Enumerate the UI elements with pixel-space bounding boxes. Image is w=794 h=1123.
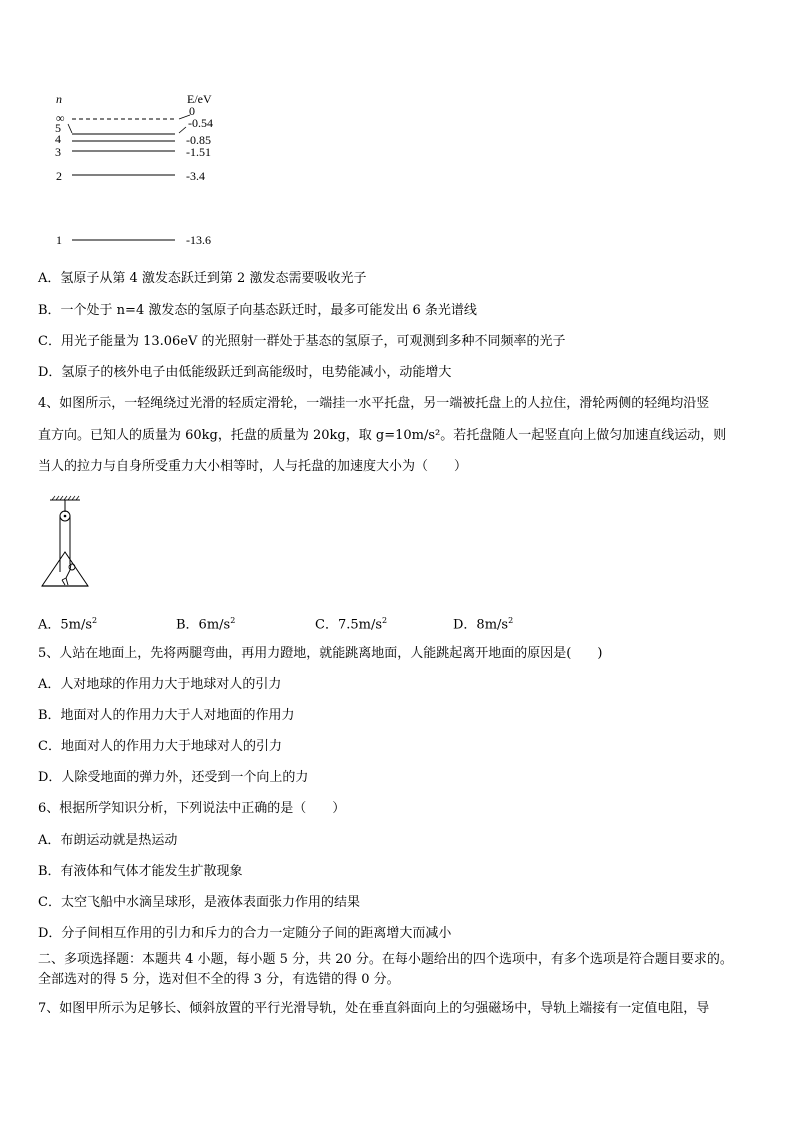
level-e-inf: 0 (189, 104, 195, 118)
section2-line-2: 全部选对的得 5 分，选对但不全的得 3 分，有选错的得 0 分。 (38, 972, 400, 987)
level-n-5: 5 (55, 121, 61, 135)
level-e-1: -13.6 (186, 233, 211, 247)
q4-option-a: A．$5m/s^2$ (38, 616, 98, 633)
level-n-1: 1 (56, 233, 62, 247)
q4-stem-line-1: 4、如图所示，一轻绳绕过光滑的轻质定滑轮，一端挂一水平托盘，另一端被托盘上的人拉住，滑轮两侧的轻绳均沿竖 (38, 396, 710, 411)
q6-option-b: B．有液体和气体才能发生扩散现象 (38, 864, 243, 879)
level-n-3: 3 (55, 145, 61, 159)
energy-level-lines (50, 88, 250, 253)
q6-option-c: C．太空飞船中水滴呈球形，是液体表面张力作用的结果 (38, 895, 360, 910)
label-pointer (179, 127, 186, 133)
q4-option-b: B．$6m/s^2$ (176, 616, 236, 633)
energy-level-diagram (50, 88, 250, 253)
q3-option-b: B．一个处于 n=4 激发态的氢原子向基态跃迁时，最多可能发出 6 条光谱线 (38, 303, 477, 318)
q6-stem: 6、根据所学知识分析，下列说法中正确的是（ ） (38, 801, 346, 816)
q5-option-b: B．地面对人的作用力大于人对地面的作用力 (38, 708, 295, 723)
pulley-axle (64, 515, 67, 518)
q7-stem-line-1: 7、如图甲所示为足够长、倾斜放置的平行光滑导轨，处在垂直斜面向上的匀强磁场中，导轨上端接有一定值电阻，导 (38, 1001, 710, 1016)
q5-stem: 5、人站在地面上，先将两腿弯曲，再用力蹬地，就能跳离地面，人能跳起离开地面的原因是( ) (38, 646, 603, 661)
q4-stem-line-2: 直方向。已知人的质量为 60kg，托盘的质量为 20kg，取 g=10m/s²。若托盘随人一起竖直向上做匀加速直线运动，则 (38, 428, 727, 443)
n-axis-label: n (56, 92, 62, 106)
q5-option-a: A．人对地球的作用力大于地球对人的引力 (38, 677, 282, 692)
tray-frame (42, 552, 88, 586)
q5-option-d: D．人除受地面的弹力外，还受到一个向上的力 (38, 770, 309, 785)
energy-axis-label: E/eV (187, 92, 212, 106)
pulley-figure (38, 494, 118, 594)
person-figure (62, 564, 75, 585)
level-n-4: 4 (55, 132, 61, 146)
q3-option-d: D．氢原子的核外电子由低能级跃迁到高能级时，电势能减小，动能增大 (38, 365, 452, 380)
level-e-2: -3.4 (186, 169, 205, 183)
q6-option-d: D．分子间相互作用的引力和斥力的合力一定随分子间的距离增大而减小 (38, 926, 452, 941)
q3-option-c: C．用光子能量为 13.06eV 的光照射一群处于基态的氢原子，可观测到多种不同频率的光子 (38, 334, 566, 349)
q3-option-a: A．氢原子从第 4 激发态跃迁到第 2 激发态需要吸收光子 (38, 271, 367, 286)
q5-option-c: C．地面对人的作用力大于地球对人的引力 (38, 739, 282, 754)
q4-stem-line-3: 当人的拉力与自身所受重力大小相等时，人与托盘的加速度大小为（ ） (38, 459, 468, 474)
level-n-2: 2 (56, 169, 62, 183)
q4-option-d: D．$8m/s^2$ (453, 616, 514, 633)
q4-option-c: C．$7.5m/s^2$ (315, 616, 388, 633)
label-pointer (68, 124, 72, 133)
level-n-inf: ∞ (56, 111, 65, 125)
q6-option-a: A．布朗运动就是热运动 (38, 833, 178, 848)
level-e-4: -0.85 (186, 133, 211, 147)
level-e-5: -0.54 (188, 116, 213, 130)
ceiling-hatching (52, 496, 79, 500)
level-e-3: -1.51 (186, 145, 211, 159)
section2-line-1: 二、多项选择题：本题共 4 小题，每小题 5 分，共 20 分。在每小题给出的四个选项中，有多个选项是符合题目要求的。 (38, 952, 733, 967)
